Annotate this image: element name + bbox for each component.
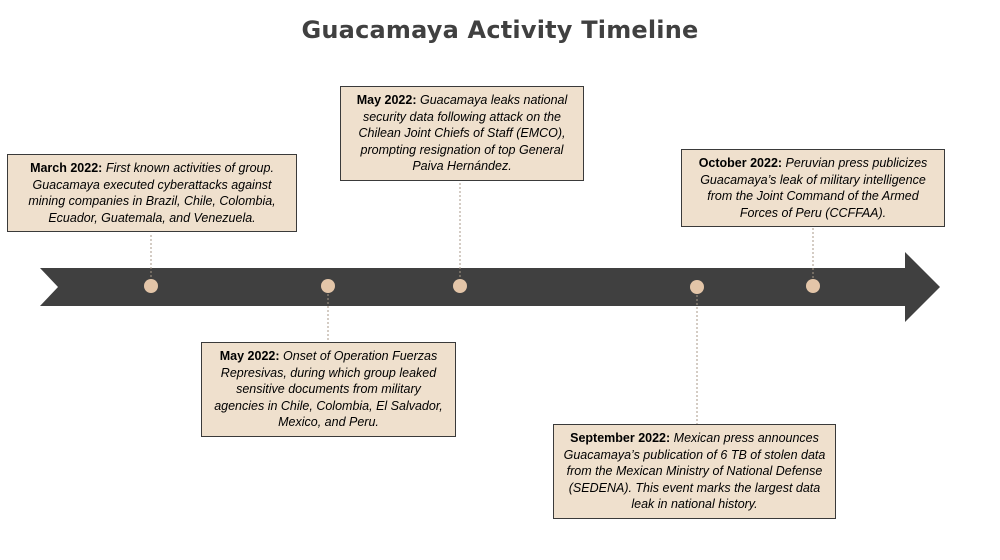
- event-box-october-2022: [681, 149, 945, 227]
- event-box-may-2022-emco: [340, 86, 584, 181]
- event-description: First known activities of group. Guacamaya executed cyberattacks against mining companies in Brazil, Chile, Colombia, Ecuador, Guatemala, and Venezuela.: [28, 161, 276, 225]
- timeline-arrow: [40, 252, 940, 322]
- event-date: September 2022:: [570, 431, 671, 445]
- timeline-title: Guacamaya Activity Timeline: [301, 16, 699, 44]
- event-description: Peruvian press publicizes Guacamaya’s leak of military intelligence from the Joint Command of the Armed Forces of Peru (CCFFAA).: [700, 156, 928, 220]
- event-box-may-2022-fuerzas-represivas: [201, 342, 456, 437]
- event-date: October 2022:: [698, 156, 783, 170]
- event-box-september-2022: [553, 424, 836, 519]
- event-marker-4: [806, 279, 820, 293]
- event-date: May 2022:: [219, 349, 280, 363]
- event-description: Guacamaya leaks national security data following attack on the Chilean Joint Chiefs of Staff (EMCO), prompting resignation of top General Paiva Hernández.: [358, 93, 568, 174]
- event-marker-1: [321, 279, 335, 293]
- event-marker-3: [690, 280, 704, 294]
- event-marker-2: [453, 279, 467, 293]
- event-description: Onset of Operation Fuerzas Represivas, during which group leaked sensitive documents from military agencies in Chile, Colombia, El Salvador, Mexico, and Peru.: [214, 349, 443, 430]
- event-date: May 2022:: [356, 93, 417, 107]
- event-date: March 2022:: [30, 161, 103, 175]
- event-box-march-2022: [7, 154, 297, 232]
- event-description: Mexican press announces Guacamaya’s publication of 6 TB of stolen data from the Mexican Ministry of National Defense (SEDENA). This event marks the largest data leak in national history.: [563, 431, 826, 512]
- event-marker-0: [144, 279, 158, 293]
